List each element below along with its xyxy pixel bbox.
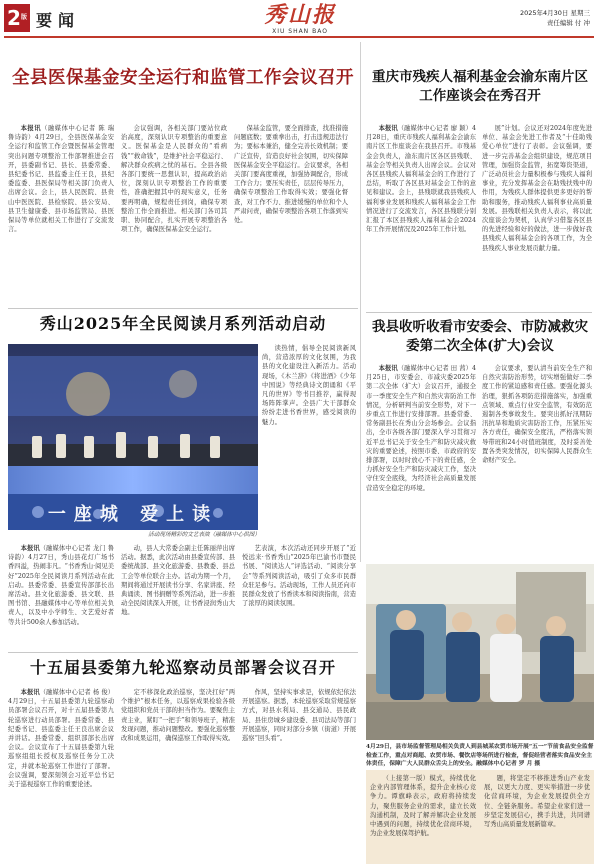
article-2-col-1: 本报讯（融媒体中心记者 廖 颖）4月28日，重庆市残疾人福利基金会渝东南片区工作座谈会在我县召开。市残基金会负责人，渝东南片区各区县残联、基金会等相关负责人出席会议。会议对各区县残疾人福利基金会的工作进行了总结，听取了各区县对基金会工作的意见和建议。会上，县残联就我县残疾人福利事业发展和残疾人福利基金会工作情况进行了交流发言，各区县残联分别汇报了本区县残疾人福利基金会2024年工作开展情况及2025年工作计划。 [366,125,476,234]
article-3-col-3: 艺表演，本次活动还同步开展了“近悦远来·书香秀山”2025年巴渝书市暨民书展、“阅读达人”评选活动、“阅读分享会”等系列阅读活动，吸引了众多市民群众驻足参与。活动现场，工作人员还向市民群众发放了书香读本和阅读指南，营造了浓厚的阅读氛围。 [242,545,356,608]
right-divider [366,312,592,313]
article-5-col-1: 本报讯（融媒体中心记者 杨 俊）4月29日，十五届县委第九轮巡察动员部署会议召开，对十五届县委第九轮巡察进行动员部署。县委常委、县纪委书记、县监委主任王良出席会议并讲话。县委常委、组织部部长出席会议。会议宣布了十五届县委第九轮巡察组组长授权及巡察任务分工决定，并就本轮巡察工作进行了部署。会议强调，要深刻领会习近平总书记关于巡视巡察工作的重要论述。 [8,689,114,789]
masthead [238,2,362,35]
continued-col-1: （上接第一版）模式，持续优化企业内部管理体系，提升企业核心竞争力。谭旗峰表示，政府将持续发力，聚焦服务企业的需求，建立长效沟通机制，及时了解并解决企业发展中遇到的问题，持续优化营商环境，为企业发展保驾护航。 [370,775,476,838]
editor-credit: 责任编辑 付 冲 [546,19,590,27]
inspection-illustration [366,564,594,740]
masthead-english: XIU SHAN BAO [272,28,328,35]
article-4-col-2: 会议要求，要认清当前安全生产和自然灾害防治形势，切实增强做好二季度工作的紧迫感和责任感。要强化源头治理，狠抓各项防范措施落实，加强重点领域、重点行业安全监管，有效防范遏制各类事故发生。要突出抓好汛期防汛抗旱和地质灾害防治工作，压紧压实各方责任，确保安全度汛，严格落实领导带班和24小时值班制度，及时妥善处置各类突发情况，切实保障人民群众生命财产安全。 [482,365,592,465]
continued-article-box [366,770,594,864]
article-4-col-1: 本报讯（融媒体中心记者 田 茜）4月25日，市安委会、市减灾委2025年第二次全体（扩大）会议召开，通报全市一季度安全生产和自然灾害防治工作情况，分析研判当前安全形势，对下一步重点工作进行安排部署。县委常委、常务副县长在秀山分会场参会。会议指出，全市各级各部门要深入学习贯彻习近平总书记关于安全生产和防灾减灾救灾的重要论述，按照市委、市政府的安排部署，以时时放心不下的责任感，全力抓好安全生产和防灾减灾工作，坚决守住安全底线，为经济社会高质量发展营造安全稳定的环境。 [366,365,476,492]
article-5-title: 十五届县委第九轮巡察动员部署会议召开 [29,658,336,677]
article-6-photo-caption: 4月29日，县市场监督管理局相关负责人到县城某农贸市场开展“五一”节前食品安全监督检查工作，重点对商超、农贸市场、餐饮店等场所进行检查，督促经营者落实食品安全主体责任，保障广大人民群众舌尖上的安全。融媒体中心记者 罗 月 摄 [366,744,594,768]
article-3-side-column: 读热情，倡导全民阅读新风尚，营造浓厚的文化氛围，为我县的文化建设注入新活力。活动现场，《木兰辞》《将进酒》《少年中国说》等经典诗文朗诵和《平凡的世界》等书目推荐，赢得现场阵阵掌声。全县广大干部群众纷纷走进书香世界，感受阅读的魅力。 [262,345,356,426]
article-1-col-2: 会议强调，各相关部门要站位政治高度，深刻认识专项整治的重要意义。医保基金是人民群众的“看病钱”“救命钱”，是维护社会平稳运行、解决群众疾病之忧的基石。全县各级各部门要统一思想认识，提高政治站位，深刻认识专项整治工作的重要性，准确把握其中的现实意义，任务要再明确，规程责任到岗，确保专项整治工作全面推进。相关部门各司其职、协同配合，扎实开展专项整治各项工作，确保医保基金安全运行。 [121,125,227,234]
column-divider [360,42,361,562]
header-rule [4,36,594,38]
page-number: 2版 [4,4,30,32]
article-1-col-3: 保基金监管，要全面排查，找准措施问题底数；要重拳出击，打击违规违法行为；要标本兼治，健全完善长效机制；要广泛宣传，营造良好社会氛围，切实保障医保基金安全平稳运行。会议要求，各相关部门要高度重视，加强协调配合，形成工作合力；要压实责任，层层传导压力，确保专项整治工作取得实效；要强化督查，对工作不力、推进缓慢的单位和个人严肃问责，确保专项整治各项工作落到实处。 [234,125,348,225]
market-inspection-photo [366,564,594,740]
article-1-title: 全县医保基金安全运行和监管工作会议召开 [12,68,354,88]
article-3-col-1: 本报讯（融媒体中心记者 龙门 鲁诗韵）4月27日，秀山县花灯广场书香四溢，热闹非凡。“书香秀山·阅见美好”2025年全民阅读月系列活动在此启动。县委常委、县委宣传部部长出席活动。县文化旅游委、县文联、县图书馆、县融媒体中心等单位相关负责人，以及中小学师生、文艺爱好者等共计500余人参加活动。 [8,545,114,626]
dateline [440,8,590,28]
article-5-col-3: 作风，坚持实事求是，依规依纪依法开展巡察。据悉，本轮巡察采取常规巡察方式，对县水利局、县交通局、县民政局、县住房城乡建设委、县司法局等部门开展巡察，同时对部分乡镇（街道）开展巡察“回头看”。 [242,689,356,743]
article-2-title: 重庆市残疾人福利基金会渝东南片区工作座谈会在秀召开 [372,69,588,104]
photo-stage-slogan: 一座城 爱上读 [47,504,219,525]
article-3-photo-caption: 活动现场精彩的文艺表演（融媒体中心供图） [148,532,260,538]
article-4-title: 我县收听收看市安委会、市防减救灾委第二次全体(扩大)会议 [372,319,588,354]
masthead-logo: 秀山报 [263,2,336,28]
article-3-title: 秀山2025年全民阅读月系列活动启动 [39,314,327,333]
reading-event-photo [8,344,258,530]
section-divider [8,308,358,309]
section-title: 要闻 [36,11,81,30]
article-3-col-2: 动，县人大常委会副主任陈丽萍出席活动。据悉，此次活动由县委宣传部、县委统战部、县文化旅游委、县教委、县总工会等单位联合主办。活动为期一个月，期间将通过开展读书分享、名家讲座、经典诵读、图书捐赠等系列活动，进一步推动全民阅读深入开展，让书香浸润秀山大地。 [121,545,235,617]
article-5-col-2: 定不移深化政治巡察，坚决扛好“两个维护”根本任务，以巡察成果检验各级党组织和党员干部的担当作为。要聚焦主责主业，紧盯“一把手”和领导班子，精准发现问题，推动问题整改。要强化巡察整改和成果运用，确保巡察工作取得实效。 [121,689,235,743]
continued-col-2: 题，将坚定不移推进秀山产业发展，以更大力度、更实举措进一步优化营商环境，为企业发展提供全方位、全链条服务。希望企业家们进一步坚定发展信心，携手共进，共同谱写秀山高质量发展新篇章。 [484,775,590,829]
lower-divider [8,652,358,653]
issue-date: 2025年4月30日 星期三 [519,9,590,17]
article-2-col-2: 展”计划。会议还对2024年度先进单位、基金会先进工作者及“十佳助残爱心单位”进行了表彰。会议强调，要进一步完善基金会组织建设，规范项目管理，加强资金监管，拓宽筹资渠道，广泛动员社会力量积极参与残疾人福利事业，充分发挥基金会在助残扶残中的作用，为残疾人群体提供更多更好的帮助和服务，推动残疾人福利事业高质量发展。县残联相关负责人表示，将以此次座谈会为契机，认真学习借鉴各区县的先进经验和好的做法，进一步做好我县残疾人福利基金会的各项工作，为全县残疾人事业发展贡献力量。 [482,125,592,252]
article-1-col-1: 本报讯（融媒体中心记者 陈 瑞 鲁诗韵）4月29日，全县医保基金安全运行和监管工作会暨医保基金管理突出问题专项整治工作部署推进会召开，县委副书记、县长、县委常委、县纪委书记、县监委主任王良，县纪委监委、县医保局等相关部门负责人出席会议。会上，县人民医院、县贵山中医医院、县检察院、县公安局、县卫生健康委、县市场监管局、县医保局等单位就相关工作进行了交流发言。 [8,125,114,234]
